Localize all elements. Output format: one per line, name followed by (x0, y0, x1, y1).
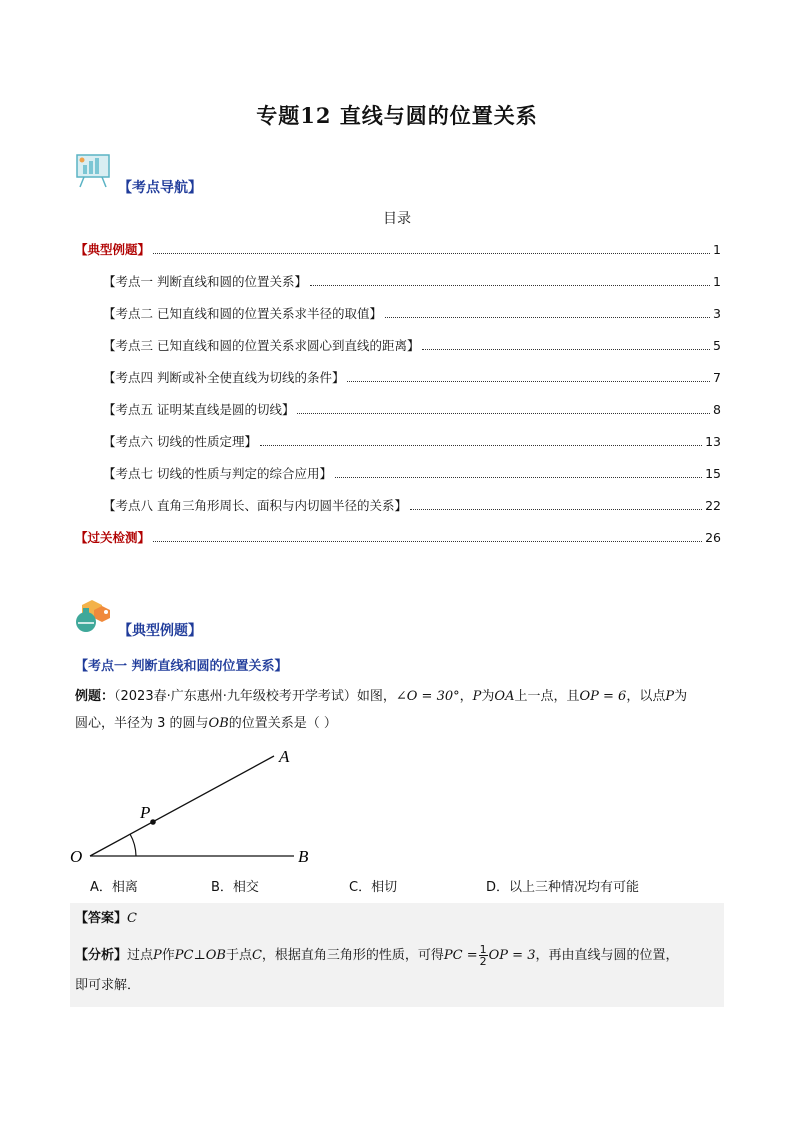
toc-row-kp1[interactable] (103, 272, 721, 292)
nav-heading: 【考点导航】 (118, 180, 202, 196)
point-p: P (153, 948, 162, 963)
fraction-half (479, 944, 488, 967)
toc-leader (297, 401, 710, 414)
toc-row-kp8[interactable] (103, 496, 721, 516)
question-source: （2023春·广东惠州·九年级校考开学考试）如图， (114, 689, 396, 704)
toc-leader (260, 433, 702, 446)
op-value: OP = 6 (579, 689, 627, 704)
toc-label: 【考点二 已知直线和圆的位置关系求半径的取值】 (103, 306, 382, 321)
answer-line (75, 905, 725, 932)
toc-page: 15 (705, 466, 721, 481)
toc-leader (422, 337, 710, 350)
op-expr: OP = 3 (488, 948, 536, 963)
label-o: O (70, 847, 83, 866)
question-line-2 (75, 710, 725, 737)
toc-row-kp3[interactable] (103, 336, 721, 356)
page-title: 专题12 直线与圆的位置关系 (256, 103, 538, 128)
toc-leader (347, 369, 710, 382)
toc-page: 1 (713, 274, 721, 289)
flask-icon (72, 596, 116, 636)
pc-expr: PC = (443, 948, 478, 963)
toc-label: 【过关检测】 (75, 530, 151, 545)
toc-label: 【考点一 判断直线和圆的位置关系】 (103, 274, 307, 289)
question-text-part: 为 (481, 689, 495, 704)
toc-row-kp5[interactable] (103, 400, 721, 420)
toc-title: 目录 (383, 211, 411, 227)
toc-page: 22 (705, 498, 721, 513)
toc-row-kp4[interactable] (103, 368, 721, 388)
toc-row-review[interactable] (75, 528, 721, 548)
fraction-numerator: 1 (479, 943, 487, 956)
label-b: B (298, 847, 309, 866)
analysis-line-2: 即可求解． (75, 978, 141, 993)
label-p: P (140, 803, 151, 822)
answer-value: C (127, 911, 137, 926)
toc-label: 【考点八 直角三角形周长、面积与内切圆半径的关系】 (103, 498, 407, 513)
option-b[interactable]: B．相交 (211, 880, 259, 895)
analysis-text-part: ，再由直线与圆的位置， (535, 948, 679, 963)
point-c: C (251, 948, 262, 963)
ray-oa (90, 756, 274, 856)
point-p-dot (150, 819, 156, 825)
analysis-label: 【分析】 (75, 948, 128, 963)
question-text (75, 683, 725, 737)
fraction-denominator: 2 (479, 955, 487, 968)
analysis-text-part: ，根据直角三角形的性质，可得 (261, 948, 444, 963)
answer-options (90, 876, 730, 896)
toc-page: 13 (705, 434, 721, 449)
angle-arc (130, 834, 136, 856)
kp1-heading: 【考点一 判断直线和圆的位置关系】 (75, 659, 288, 674)
geometry-figure (60, 740, 330, 870)
point-p: P (665, 689, 675, 704)
toc-label: 【考点五 证明某直线是圆的切线】 (103, 402, 295, 417)
question-text-part: ，以点 (626, 689, 666, 704)
toc-leader (153, 241, 710, 254)
question-text-part: ， (459, 689, 473, 704)
toc-leader (385, 305, 710, 318)
point-p: P (472, 689, 482, 704)
toc-page: 5 (713, 338, 721, 353)
examples-heading: 【典型例题】 (118, 623, 202, 639)
toc-label: 【考点四 判断或补全使直线为切线的条件】 (103, 370, 345, 385)
question-lead: 例题： (75, 689, 115, 704)
toc-row-examples[interactable] (75, 240, 721, 260)
chart-board-icon (74, 150, 114, 190)
analysis-text-part: 过点 (127, 948, 154, 963)
segment-ob: OB (208, 716, 229, 731)
toc-leader (410, 497, 702, 510)
toc-label: 【考点三 已知直线和圆的位置关系求圆心到直线的距离】 (103, 338, 420, 353)
toc-page: 26 (705, 530, 721, 545)
toc-page: 7 (713, 370, 721, 385)
toc-page: 8 (713, 402, 721, 417)
analysis-text (75, 941, 725, 1001)
perpendicular-expr: PC⊥OB (174, 948, 226, 963)
toc-row-kp6[interactable] (103, 432, 721, 452)
toc-label: 【考点七 切线的性质与判定的综合应用】 (103, 466, 332, 481)
toc-leader (153, 529, 702, 542)
toc-page: 3 (713, 306, 721, 321)
analysis-line-1 (75, 941, 725, 971)
option-a[interactable]: A．相离 (90, 880, 138, 895)
question-text-part: 为 (674, 689, 688, 704)
toc-leader (335, 465, 702, 478)
toc-label: 【考点六 切线的性质定理】 (103, 434, 257, 449)
analysis-text-part: 作 (161, 948, 175, 963)
toc-page: 1 (713, 242, 721, 257)
angle-o: ∠O = 30° (395, 689, 460, 704)
analysis-text-part: 于点 (225, 948, 252, 963)
question-text-part: 圆心，半径为 3 的圆与 (75, 716, 209, 731)
toc-row-kp2[interactable] (103, 304, 721, 324)
question-text-part: 的位置关系是（ ） (228, 716, 337, 731)
label-a: A (279, 747, 290, 766)
toc-row-kp7[interactable] (103, 464, 721, 484)
toc-label: 【典型例题】 (75, 242, 151, 257)
option-d[interactable]: D．以上三种情况均有可能 (486, 880, 640, 895)
question-text-part: 上一点，且 (514, 689, 580, 704)
segment-oa: OA (494, 689, 515, 704)
toc-leader (310, 273, 710, 286)
question-line-1 (75, 683, 725, 710)
option-c[interactable]: C．相切 (349, 880, 398, 895)
answer-label: 【答案】 (75, 911, 128, 926)
